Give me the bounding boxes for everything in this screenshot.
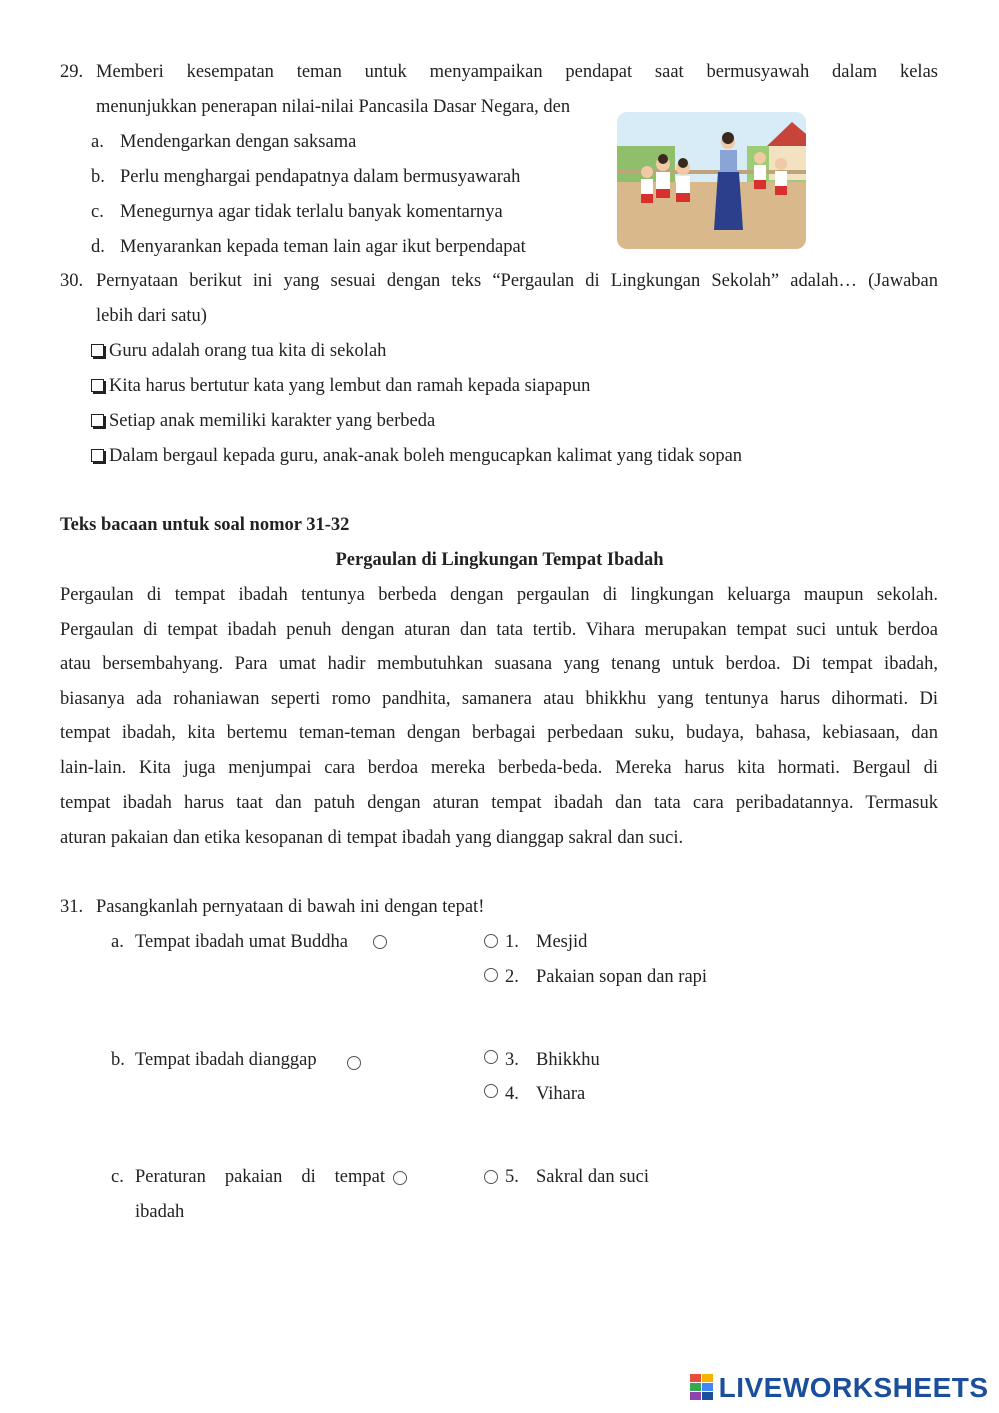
- question-text: Memberi kesempatan teman untuk menyampaikan pendapat saat bermusyawah dalam kelas: [96, 62, 938, 82]
- reading-line: tempat ibadah, kita bertemu teman-teman dengan berbagai perbedaan suku, budaya, bahasa, kebiasaan, dan: [60, 723, 938, 743]
- question-text-cont: menunjukkan penerapan nilai-nilai Pancasila Dasar Negara, den: [96, 97, 571, 117]
- checkbox[interactable]: [91, 414, 104, 427]
- checkbox-label: Dalam bergaul kepada guru, anak-anak boleh mengucapkan kalimat yang tidak sopan: [109, 446, 743, 466]
- checkbox[interactable]: [91, 449, 104, 462]
- question-text: Pasangkanlah pernyataan di bawah ini dengan tepat!: [96, 897, 485, 917]
- classroom-illustration: [617, 112, 806, 249]
- option-letter: c.: [91, 202, 104, 222]
- match-left-text: Tempat ibadah umat Buddha: [135, 932, 348, 952]
- match-right-text: Bhikkhu: [536, 1050, 600, 1070]
- checkbox-option[interactable]: [91, 446, 742, 467]
- reading-title: Pergaulan di Lingkungan Tempat Ibadah: [335, 550, 664, 570]
- match-left-text: Tempat ibadah dianggap: [135, 1050, 317, 1070]
- question-number: 31.: [60, 897, 84, 917]
- match-right-text: Sakral dan suci: [536, 1167, 650, 1187]
- option-text: Perlu menghargai pendapatnya dalam bermusyawarah: [120, 167, 521, 187]
- match-connector-dot[interactable]: [484, 1084, 498, 1098]
- option-text: Mendengarkan dengan saksama: [120, 132, 357, 152]
- match-connector-dot[interactable]: [347, 1056, 361, 1070]
- match-right-number: 4.: [505, 1084, 519, 1104]
- logo-icon: [690, 1374, 714, 1400]
- reading-line: biasanya ada rohaniawan seperti romo pandhita, samanera atau bhikkhu yang tentunya harus dihormati. Di: [60, 689, 938, 709]
- match-connector-dot[interactable]: [373, 935, 387, 949]
- match-connector-dot[interactable]: [484, 1170, 498, 1184]
- liveworksheets-logo: [690, 1372, 989, 1406]
- match-left-letter: c.: [111, 1167, 124, 1187]
- match-connector-dot[interactable]: [484, 1050, 498, 1064]
- checkbox-option[interactable]: [91, 341, 386, 362]
- option-letter: a.: [91, 132, 104, 152]
- question-number: 29.: [60, 62, 84, 82]
- reading-line: lain-lain. Kita juga menjumpai cara berdoa mereka berbeda-beda. Mereka harus kita hormati. Bergaul di: [60, 758, 938, 778]
- match-right-number: 2.: [505, 967, 519, 987]
- checkbox-option[interactable]: [91, 411, 435, 432]
- reading-line: aturan pakaian dan etika kesopanan di tempat ibadah yang dianggap sakral dan suci.: [60, 828, 684, 848]
- match-right-text: Vihara: [536, 1084, 586, 1104]
- match-left-letter: b.: [111, 1050, 125, 1070]
- checkbox[interactable]: [91, 344, 104, 357]
- match-right-number: 1.: [505, 932, 519, 952]
- checkbox-label: Guru adalah orang tua kita di sekolah: [109, 341, 387, 361]
- reading-line: tempat ibadah harus taat dan patuh dengan aturan tempat ibadah dan tata cara peribadatannya. Termasuk: [60, 793, 938, 813]
- logo-text: LIVEWORKSHEETS: [718, 1372, 989, 1403]
- reading-heading: Teks bacaan untuk soal nomor 31-32: [60, 515, 350, 535]
- question-number: 30.: [60, 271, 84, 291]
- match-connector-dot[interactable]: [484, 968, 498, 982]
- match-connector-dot[interactable]: [393, 1171, 407, 1185]
- option-text: Menegurnya agar tidak terlalu banyak komentarnya: [120, 202, 503, 222]
- match-right-text: Mesjid: [536, 932, 588, 952]
- match-left-text: Peraturan pakaian di tempat: [135, 1167, 385, 1187]
- reading-line: Pergaulan di tempat ibadah tentunya berbeda dengan pergaulan di lingkungan keluarga maupun sekolah.: [60, 585, 938, 605]
- match-left-text-cont: ibadah: [135, 1202, 185, 1222]
- checkbox[interactable]: [91, 379, 104, 392]
- match-left-letter: a.: [111, 932, 124, 952]
- match-right-text: Pakaian sopan dan rapi: [536, 967, 708, 987]
- match-right-number: 5.: [505, 1167, 519, 1187]
- checkbox-option[interactable]: [91, 376, 590, 397]
- option-letter: b.: [91, 167, 105, 187]
- option-letter: d.: [91, 237, 105, 257]
- checkbox-label: Setiap anak memiliki karakter yang berbeda: [109, 411, 436, 431]
- option-text: Menyarankan kepada teman lain agar ikut berpendapat: [120, 237, 526, 257]
- reading-line: Pergaulan di tempat ibadah penuh dengan aturan dan tata tertib. Vihara merupakan tempat suci untuk berdoa: [60, 620, 938, 640]
- match-right-number: 3.: [505, 1050, 519, 1070]
- match-connector-dot[interactable]: [484, 934, 498, 948]
- reading-line: atau bersembahyang. Para umat hadir membutuhkan suasana yang tenang untuk berdoa. Di tempat ibadah,: [60, 654, 938, 674]
- question-text-cont: lebih dari satu): [96, 306, 207, 326]
- checkbox-label: Kita harus bertutur kata yang lembut dan ramah kepada siapapun: [109, 376, 591, 396]
- question-text: Pernyataan berikut ini yang sesuai dengan teks “Pergaulan di Lingkungan Sekolah” adalah… (Jawaban: [96, 271, 938, 291]
